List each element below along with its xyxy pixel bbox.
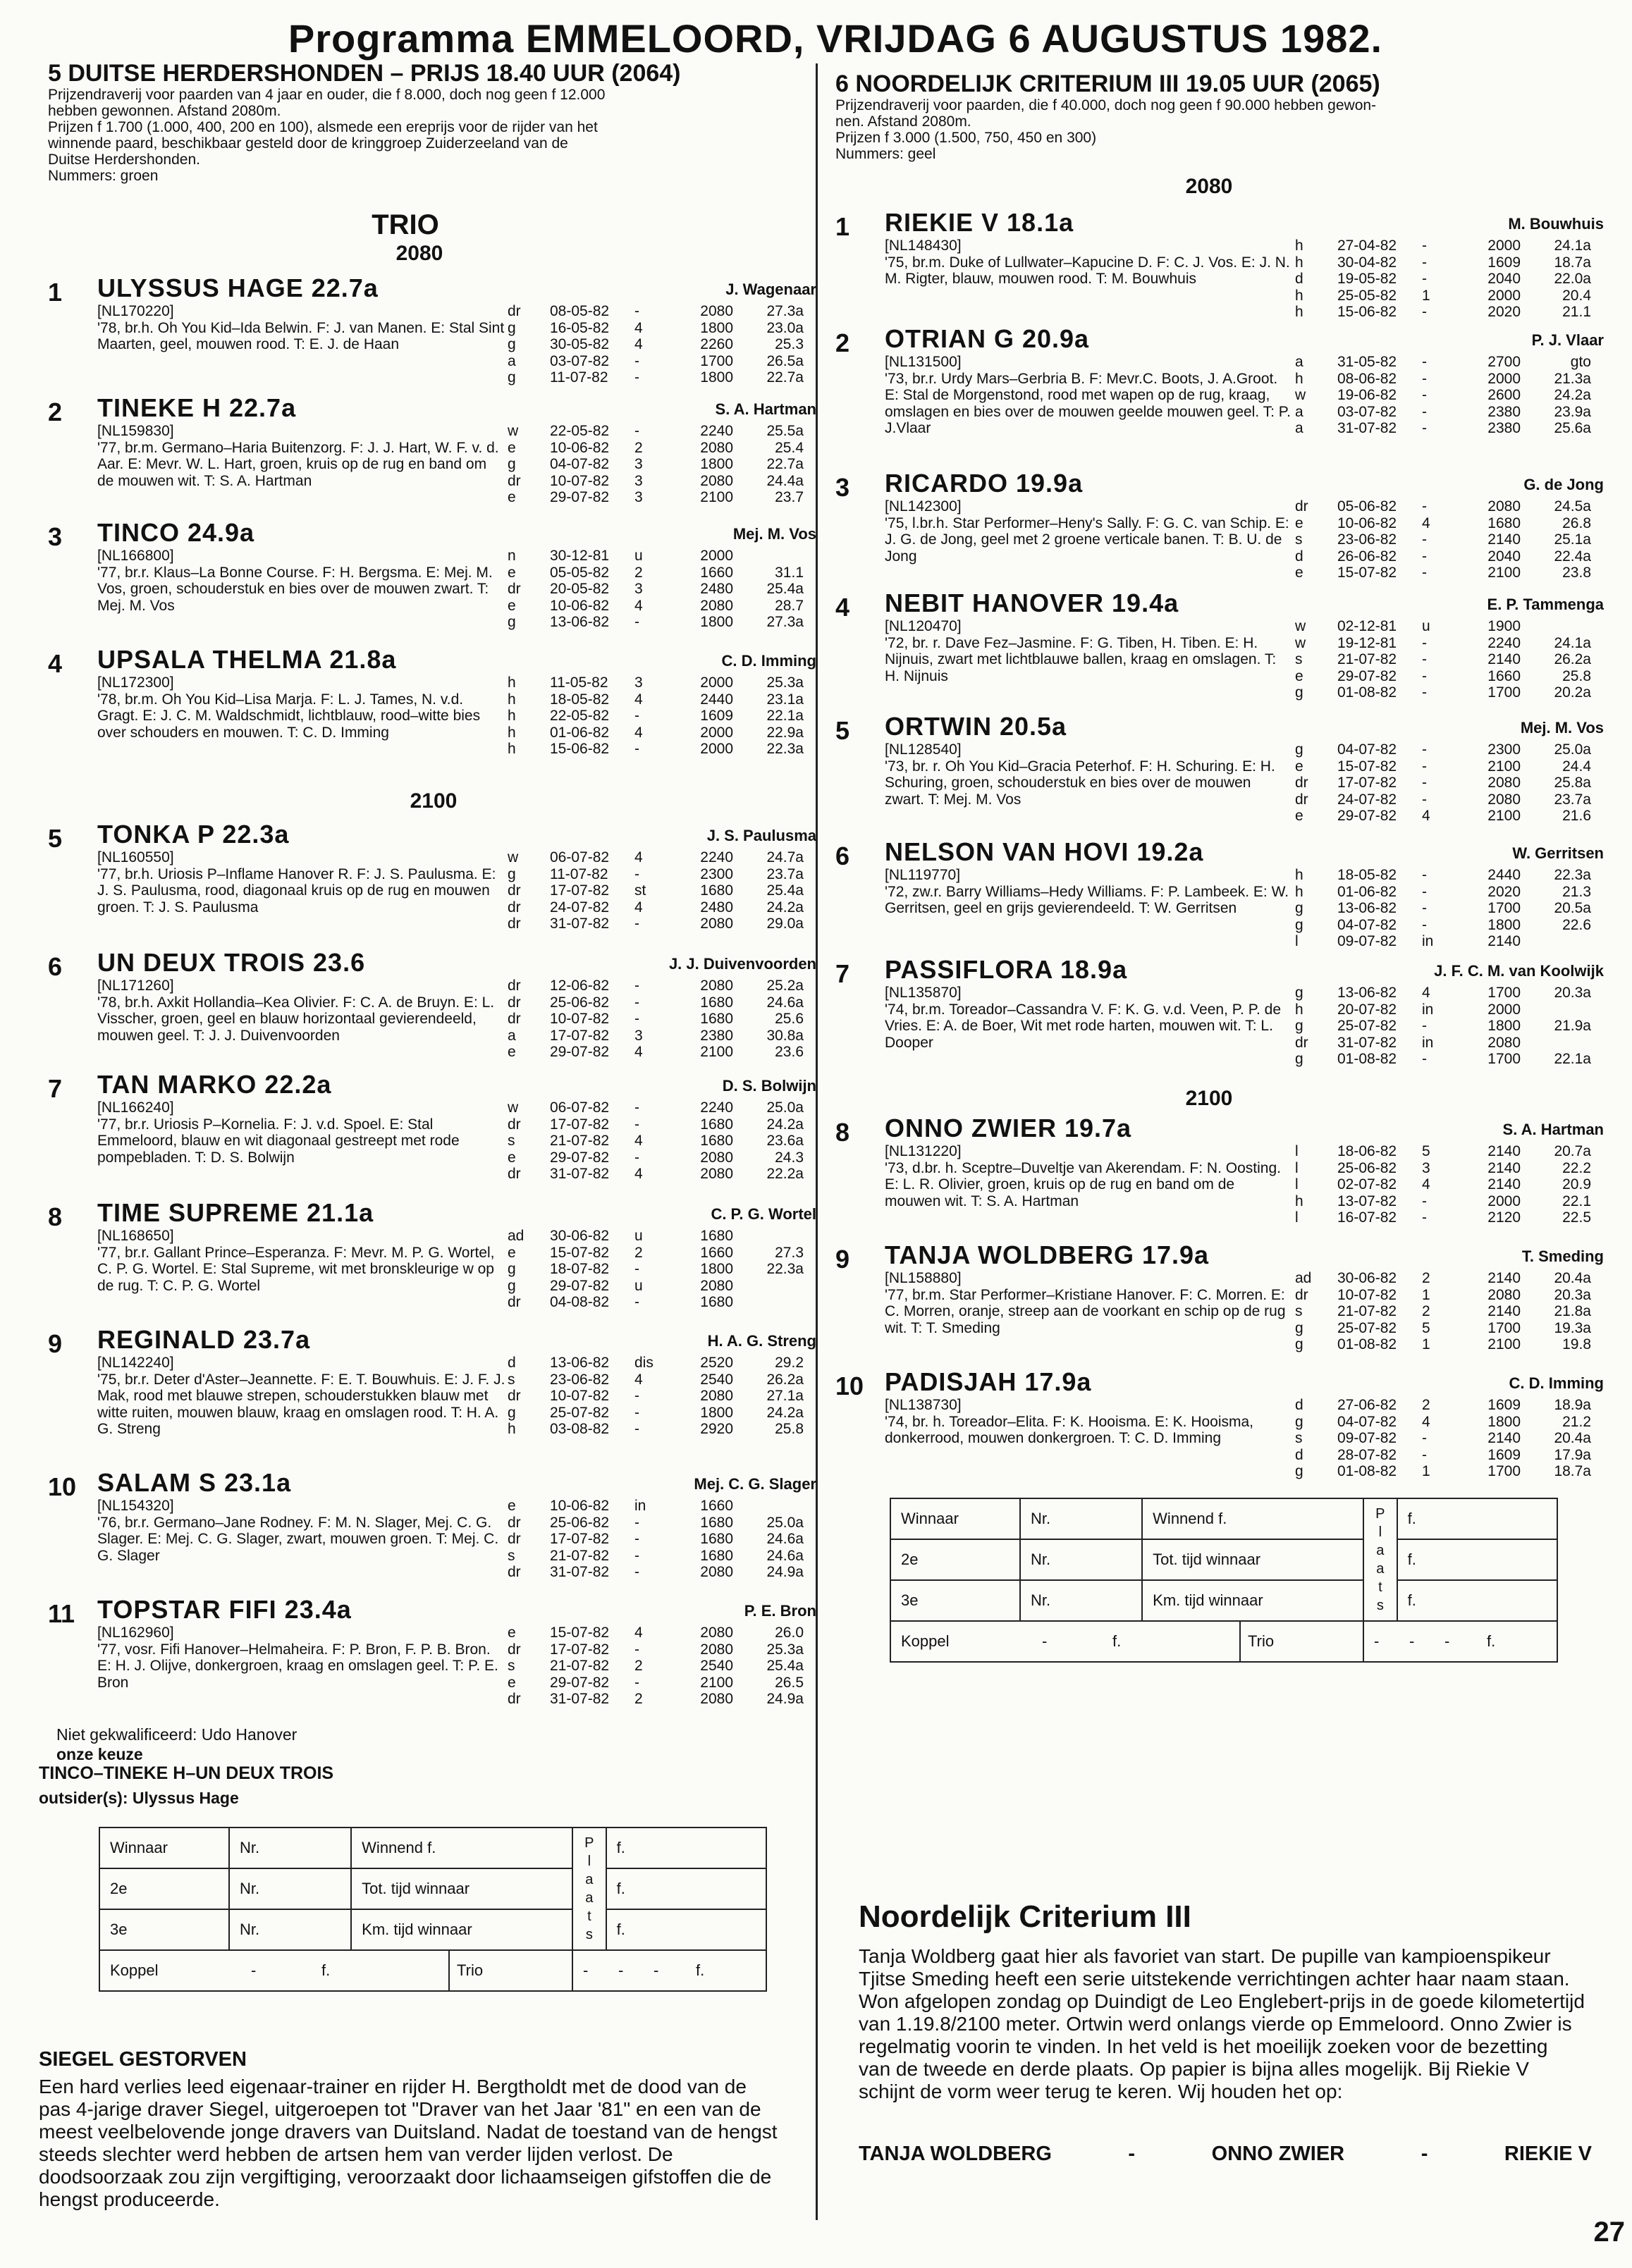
second-label: 2e xyxy=(890,1539,1020,1580)
winning-label: Winnend f. xyxy=(1142,1498,1363,1539)
horse-form xyxy=(508,1625,814,1708)
form-row: dr 24-07-82 - 2080 23.7a xyxy=(1295,791,1591,808)
form-row: e 29-07-82 4 2100 23.6 xyxy=(508,1044,804,1060)
horse-number: 6 xyxy=(835,842,850,870)
horse-trainer: D. S. Bolwijn xyxy=(722,1077,816,1095)
horse-form xyxy=(508,1498,814,1581)
horse-trainer: J. S. Paulusma xyxy=(706,827,816,844)
horse-form xyxy=(508,1355,814,1438)
horse-description: [NL170220] '78, br.h. Oh You Kid–Ida Belwin. F: J. van Manen. E: Stal Sint Maarten, geel, mouwen rood. T: E. J. de Haan xyxy=(97,303,505,352)
horse-number: 10 xyxy=(48,1472,77,1501)
horse-trainer: J. J. Duivenvoorden xyxy=(668,955,816,973)
form-row: e 05-05-82 2 1660 31.1 xyxy=(508,564,804,581)
horse-name: OTRIAN G 20.9a xyxy=(885,324,1090,353)
horse-description: [NL131220] '73, d.br. h. Sceptre–Duveltje van Akerendam. F: N. Oosting. E: L. R. Olivier, groen, kruis op de rug en band om de mouwen wit. T: S. A. Hartman xyxy=(885,1143,1281,1209)
form-row: a 03-07-82 - 1700 26.5a xyxy=(508,352,804,369)
result-table-right xyxy=(890,1498,1558,1663)
form-row: dr 24-07-82 4 2480 24.2a xyxy=(508,899,804,916)
form-row: dr 10-07-82 3 2080 24.4a xyxy=(508,472,804,489)
horse-number: 7 xyxy=(835,959,850,988)
trio-cell: - - - f. xyxy=(572,1950,766,1991)
horse-trainer: J. Wagenaar xyxy=(725,281,816,298)
form-row: s 21-07-82 2 2140 21.8a xyxy=(1295,1303,1591,1319)
horse-form xyxy=(508,423,814,506)
form-row: g 25-07-82 - 1800 21.9a xyxy=(1295,1018,1591,1034)
winning-label: Winnend f. xyxy=(351,1828,572,1868)
nr-label: Nr. xyxy=(229,1868,351,1909)
form-row: g 13-06-82 4 1700 20.3a xyxy=(1295,985,1591,1001)
horse-form xyxy=(1295,867,1602,950)
form-row: a 03-07-82 - 2380 23.9a xyxy=(1295,403,1591,420)
form-row: g 25-07-82 5 1700 19.3a xyxy=(1295,1319,1591,1336)
horse-name: TIME SUPREME 21.1a xyxy=(97,1198,374,1227)
form-row: d 26-06-82 - 2040 22.4a xyxy=(1295,548,1591,565)
horse-form xyxy=(1295,238,1602,321)
form-row: w 22-05-82 - 2240 25.5a xyxy=(508,423,804,439)
horse-description: [NL168650] '77, br.r. Gallant Prince–Esperanza. F: Mevr. M. P. G. Wortel, C. P. G. Wortel. E: Stal Supreme, wit met bronskleurige w op de rug. T: C. P. G. Wortel xyxy=(97,1228,495,1294)
form-row: g 29-07-82 u 2080 xyxy=(508,1277,733,1294)
form-row: dr 31-07-82 2 2080 24.9a xyxy=(508,1691,804,1707)
form-row: d 28-07-82 - 1609 17.9a xyxy=(1295,1446,1591,1463)
horse-description: [NL131500] '73, br.r. Urdy Mars–Gerbria B. F: Mevr.C. Boots, J. A.Groot. E: Stal de Morgenstond, rood met wapen op de rug, kraag, omslagen en bies over de mouwen geelde mouwen geel. T: P. J.Vlaar xyxy=(885,354,1291,436)
horse-trainer: W. Gerritsen xyxy=(1512,844,1604,862)
horse-number: 9 xyxy=(48,1329,63,1358)
form-row: w 19-06-82 - 2600 24.2a xyxy=(1295,387,1591,403)
form-row: l 25-06-82 3 2140 22.2 xyxy=(1295,1159,1591,1176)
form-row: dr 31-07-82 in 2080 xyxy=(1295,1034,1521,1051)
form-row: h 18-05-82 4 2440 23.1a xyxy=(508,691,804,708)
nr-label: Nr. xyxy=(229,1828,351,1868)
form-row: e 29-07-82 - 2100 26.5 xyxy=(508,1674,804,1691)
form-row: h 15-06-82 - 2000 22.3a xyxy=(508,741,804,757)
horse-form xyxy=(508,548,814,631)
third-label: 3e xyxy=(99,1909,229,1950)
form-row: w 06-07-82 4 2240 24.7a xyxy=(508,849,804,865)
horse-description: [NL142240] '75, br.r. Deter d'Aster–Jeannette. F: E. T. Bouwhuis. E: J. F. J. Mak, rood met blauwe strepen, schouderstukken blauw met witte ruiten, mouwen blauw, kraag en omslagen rood. T: H. A. G. Streng xyxy=(97,1355,505,1437)
race-6-conditions: Prijzendraverij voor paarden, die f 40.000, doch nog geen f 90.000 hebben gewon- nen. Afstand 2080m. Prijzen f 3.000 (1.500, 750, 450 en 300) Nummers: geel xyxy=(835,97,1377,162)
form-row: e 15-07-82 - 2100 23.8 xyxy=(1295,565,1591,581)
horse-trainer: G. de Jong xyxy=(1523,476,1604,493)
form-row: e 15-07-82 4 2080 26.0 xyxy=(508,1625,804,1641)
form-row: e 29-07-82 3 2100 23.7 xyxy=(508,489,804,505)
form-row: d 19-05-82 - 2040 22.0a xyxy=(1295,271,1591,287)
form-row: g 30-05-82 4 2260 25.3 xyxy=(508,336,804,352)
horse-number: 4 xyxy=(48,649,63,678)
horse-trainer: M. Bouwhuis xyxy=(1508,215,1604,233)
koppel-cell: Koppel - f. Trio xyxy=(99,1950,572,1991)
our-choice: TINCO–TINEKE H–UN DEUX TROIS xyxy=(39,1763,334,1783)
total-time-label: Tot. tijd winnaar xyxy=(351,1868,572,1909)
horse-trainer: S. A. Hartman xyxy=(1502,1121,1604,1138)
form-row: g 01-08-82 - 1700 20.2a xyxy=(1295,684,1591,701)
form-row: l 02-07-82 4 2140 20.9 xyxy=(1295,1176,1591,1192)
form-row: dr 17-07-82 - 1680 24.6a xyxy=(508,1531,804,1547)
f-cell: f. xyxy=(606,1828,766,1868)
form-row: e 29-07-82 4 2100 21.6 xyxy=(1295,808,1591,824)
form-row: h 20-07-82 in 2000 xyxy=(1295,1001,1521,1018)
places-label: P l a a t s xyxy=(572,1828,606,1950)
form-row: d 27-06-82 2 1609 18.9a xyxy=(1295,1397,1591,1413)
form-row: ad 30-06-82 u 1680 xyxy=(508,1228,733,1244)
left-column xyxy=(48,60,816,184)
horse-trainer: P. J. Vlaar xyxy=(1531,331,1604,349)
horse-description: [NL138730] '74, br. h. Toreador–Elita. F: K. Hooisma. E: K. Hooisma, donkerrood, mouwen donkergroen. T: C. D. Imming xyxy=(885,1397,1254,1446)
nr-label: Nr. xyxy=(1020,1539,1142,1580)
form-row: dr 12-06-82 - 2080 25.2a xyxy=(508,978,804,994)
horse-number: 8 xyxy=(48,1202,63,1231)
form-row: e 10-06-82 4 2080 28.7 xyxy=(508,597,804,614)
horse-name: TINEKE H 22.7a xyxy=(97,393,297,422)
form-row: e 29-07-82 - 1660 25.8 xyxy=(1295,667,1591,684)
form-row: g 04-07-82 - 1800 22.6 xyxy=(1295,916,1591,933)
form-row: w 19-12-81 - 2240 24.1a xyxy=(1295,634,1591,651)
form-row: w 06-07-82 - 2240 25.0a xyxy=(508,1099,804,1116)
horse-trainer: J. F. C. M. van Koolwijk xyxy=(1434,962,1604,980)
trio-cell: - - - f. xyxy=(1363,1621,1557,1662)
outsiders: outsider(s): Ulyssus Hage xyxy=(39,1789,239,1807)
horse-name: PASSIFLORA 18.9a xyxy=(885,955,1128,984)
horse-name: RICARDO 19.9a xyxy=(885,469,1084,498)
our-choice-label: onze keuze xyxy=(56,1745,143,1763)
horse-number: 3 xyxy=(48,522,63,551)
f-cell: f. xyxy=(1397,1539,1557,1580)
trio-label: TRIO xyxy=(372,209,439,240)
form-row: s 09-07-82 - 2140 20.4a xyxy=(1295,1430,1591,1446)
horse-name: UN DEUX TROIS 23.6 xyxy=(97,948,366,977)
criterium-heading: Noordelijk Criterium III xyxy=(859,1899,1191,1934)
horse-number: 1 xyxy=(835,212,850,241)
horse-trainer: C. P. G. Wortel xyxy=(711,1205,816,1223)
distance-2100-left: 2100 xyxy=(410,789,458,813)
form-row: dr 31-07-82 - 2080 29.0a xyxy=(508,916,804,932)
horse-form xyxy=(1295,1397,1602,1480)
horse-description: [NL162960] '77, vosr. Fifi Hanover–Helmaheira. F: P. Bron, F. P. B. Bron. E: H. J. Olijve, donkergroen, kraag en omslagen geel. T: P. E. Bron xyxy=(97,1625,498,1691)
form-row: h 22-05-82 - 1609 22.1a xyxy=(508,708,804,724)
km-time-label: Km. tijd winnaar xyxy=(1142,1580,1363,1621)
form-row: s 21-07-82 4 1680 23.6a xyxy=(508,1133,804,1149)
form-row: g 04-07-82 4 1800 21.2 xyxy=(1295,1413,1591,1430)
horse-trainer: E. P. Tammenga xyxy=(1487,596,1604,613)
form-row: g 13-06-82 - 1700 20.5a xyxy=(1295,900,1591,916)
form-row: h 01-06-82 4 2000 22.9a xyxy=(508,724,804,741)
form-row: s 23-06-82 - 2140 25.1a xyxy=(1295,531,1591,548)
race-6-heading: 6 NOORDELIJK CRITERIUM III 19.05 UUR (2065) xyxy=(835,70,1380,97)
not-qualified: Niet gekwalificeerd: Udo Hanover xyxy=(56,1725,297,1744)
horse-description: [NL171260] '78, br.h. Axkit Hollandia–Kea Olivier. F: C. A. de Bruyn. E: L. Visscher, groen, geel en blauw horizontaal gevierendeeld, mouwen geel. T: J. J. Duivenvoorden xyxy=(97,978,495,1044)
horse-trainer: Mej. M. Vos xyxy=(1520,719,1604,737)
horse-number: 2 xyxy=(48,397,63,426)
f-cell: f. xyxy=(1397,1580,1557,1621)
horse-form xyxy=(508,1099,814,1183)
horse-name: UPSALA THELMA 21.8a xyxy=(97,645,397,674)
horse-form xyxy=(1295,985,1602,1068)
form-row: e 10-06-82 2 2080 25.4 xyxy=(508,439,804,456)
total-time-label: Tot. tijd winnaar xyxy=(1142,1539,1363,1580)
horse-trainer: H. A. G. Streng xyxy=(707,1332,816,1350)
horse-form xyxy=(1295,1143,1602,1226)
horse-description: [NL172300] '78, br.m. Oh You Kid–Lisa Marja. F: L. J. Tames, N. v.d. Gragt. E: J. C. M. Waldschmidt, lichtblauw, rood–witte bies over schouders en mouwen. T: C. D. Imming xyxy=(97,674,481,741)
form-row: g 16-05-82 4 1800 23.0a xyxy=(508,319,804,336)
siegel-text: Een hard verlies leed eigenaar-trainer en rijder H. Bergtholdt met de dood van de pas 4-jarige draver Siegel, uitgeroepen tot "Draver van het Jaar '81" en een van de meest veelbelovende jonge dravers van Duitsland. Nadat de toestand van de hengst steeds slechter werd hebben de artsen hem van verder lijden verlost. De doodsoorzaak zou zijn vergiftiging, veroorzaakt door lichaamseigen gifstoffen die de hengst produceerde. xyxy=(39,2076,778,2210)
horse-form xyxy=(1295,741,1602,825)
horse-form xyxy=(1295,498,1602,581)
form-row: l 18-06-82 5 2140 20.7a xyxy=(1295,1143,1591,1159)
horse-number: 8 xyxy=(835,1118,850,1147)
form-row: h 11-05-82 3 2000 25.3a xyxy=(508,674,804,691)
horse-number: 2 xyxy=(835,328,850,357)
form-row: h 08-06-82 - 2000 21.3a xyxy=(1295,370,1591,387)
form-row: w 02-12-81 u 1900 xyxy=(1295,618,1521,634)
form-row: h 01-06-82 - 2020 21.3 xyxy=(1295,883,1591,900)
column-divider xyxy=(816,63,818,2220)
horse-trainer: C. D. Imming xyxy=(721,652,816,670)
form-row: g 04-07-82 - 2300 25.0a xyxy=(1295,741,1591,758)
page-title: Programma EMMELOORD, VRIJDAG 6 AUGUSTUS 1982. xyxy=(288,16,1383,61)
form-row: s 21-07-82 - 1680 24.6a xyxy=(508,1547,804,1564)
horse-number: 10 xyxy=(835,1372,864,1400)
form-row: g 11-07-82 - 1800 22.7a xyxy=(508,369,804,386)
form-row: e 29-07-82 - 2080 24.3 xyxy=(508,1149,804,1166)
nr-label: Nr. xyxy=(1020,1498,1142,1539)
horse-name: PADISJAH 17.9a xyxy=(885,1367,1092,1396)
horse-description: [NL166800] '77, br.r. Klaus–La Bonne Course. F: H. Bergsma. E: Mej. M. Vos, groen, schouderstuk en bies over de mouwen zwart. T: Mej. M. Vos xyxy=(97,548,493,614)
form-row: dr 31-07-82 - 2080 24.9a xyxy=(508,1564,804,1580)
horse-name: TANJA WOLDBERG 17.9a xyxy=(885,1240,1210,1269)
nr-label: Nr. xyxy=(1020,1580,1142,1621)
winner-label: Winnaar xyxy=(99,1828,229,1868)
horse-form xyxy=(508,849,814,932)
horse-name: ULYSSUS HAGE 22.7a xyxy=(97,273,379,302)
horse-form xyxy=(508,1228,814,1311)
form-row: n 30-12-81 u 2000 xyxy=(508,548,733,564)
horse-description: [NL158880] '77, br.m. Star Performer–Kristiane Hanover. F: C. Morren. E: C. Morren, oranje, streep aan de voorkant en schip op de rug wit. T: T. Smeding xyxy=(885,1270,1286,1336)
page-number: 27 xyxy=(1593,2217,1625,2248)
form-row: dr 17-07-82 st 1680 25.4a xyxy=(508,882,804,899)
nr-label: Nr. xyxy=(229,1909,351,1950)
horse-name: REGINALD 23.7a xyxy=(97,1325,311,1354)
horse-number: 11 xyxy=(48,1599,75,1628)
horse-description: [NL159830] '77, br.m. Germano–Haria Buitenzorg. F: J. J. Hart, W. F. v. d. Aar. E: Mevr. W. L. Hart, groen, kruis op de rug en band om de mouwen wit. T: S. A. Hartman xyxy=(97,423,499,489)
f-cell: f. xyxy=(606,1909,766,1950)
second-label: 2e xyxy=(99,1868,229,1909)
horse-name: TONKA P 22.3a xyxy=(97,820,290,849)
form-row: a 17-07-82 3 2380 30.8a xyxy=(508,1027,804,1044)
third-label: 3e xyxy=(890,1580,1020,1621)
form-row: l 16-07-82 - 2120 22.5 xyxy=(1295,1209,1591,1226)
form-row: h 18-05-82 - 2440 22.3a xyxy=(1295,867,1591,883)
horse-form xyxy=(1295,618,1602,701)
horse-name: NEBIT HANOVER 19.4a xyxy=(885,588,1179,617)
form-row: g 01-08-82 1 1700 18.7a xyxy=(1295,1463,1591,1479)
form-row: h 13-07-82 - 2000 22.1 xyxy=(1295,1192,1591,1209)
form-row: dr 10-07-82 1 2080 20.3a xyxy=(1295,1286,1591,1303)
race-5-heading: 5 DUITSE HERDERSHONDEN – PRIJS 18.40 UUR (2064) xyxy=(48,60,681,87)
form-row: h 25-05-82 1 2000 20.4 xyxy=(1295,287,1591,304)
distance-2080-left: 2080 xyxy=(395,242,443,265)
form-row: a 31-05-82 - 2700 gto xyxy=(1295,354,1591,370)
horse-form xyxy=(1295,354,1602,437)
horse-number: 5 xyxy=(48,824,63,853)
form-row: s 21-07-82 - 2140 26.2a xyxy=(1295,651,1591,667)
form-row: dr 25-06-82 - 1680 24.6a xyxy=(508,994,804,1011)
form-row: e 10-06-82 4 1680 26.8 xyxy=(1295,514,1591,531)
form-row: l 09-07-82 in 2140 xyxy=(1295,933,1521,949)
form-row: dr 31-07-82 4 2080 22.2a xyxy=(508,1166,804,1182)
km-time-label: Km. tijd winnaar xyxy=(351,1909,572,1950)
form-row: h 15-06-82 - 2020 21.1 xyxy=(1295,304,1591,320)
form-row: a 31-07-82 - 2380 25.6a xyxy=(1295,420,1591,436)
right-column xyxy=(835,70,1604,162)
horse-name: ORTWIN 20.5a xyxy=(885,712,1067,741)
form-row: e 15-07-82 2 1660 27.3 xyxy=(508,1244,804,1261)
horse-number: 5 xyxy=(835,716,850,745)
distance-2100-right: 2100 xyxy=(1185,1087,1233,1110)
horse-form xyxy=(508,978,814,1061)
form-row: dr 08-05-82 - 2080 27.3a xyxy=(508,303,804,319)
horse-number: 4 xyxy=(835,593,850,622)
horse-form xyxy=(508,303,814,386)
horse-description: [NL119770] '72, zw.r. Barry Williams–Hedy Williams. F: P. Lambeek. E: W. Gerritsen, geel en grijs gevierendeeld. T: W. Gerritsen xyxy=(885,867,1289,916)
form-row: g 11-07-82 - 2300 23.7a xyxy=(508,865,804,882)
horse-name: TOPSTAR FIFI 23.4a xyxy=(97,1595,352,1624)
horse-description: [NL166240] '77, br.r. Uriosis P–Kornelia. F: J. v.d. Spoel. E: Stal Emmeloord, blauw en wit diagonaal gestreept met rode pompebladen. T: D. S. Bolwijn xyxy=(97,1099,460,1166)
winner-label: Winnaar xyxy=(890,1498,1020,1539)
horse-name: TAN MARKO 22.2a xyxy=(97,1070,332,1099)
horse-description: [NL120470] '72, br. r. Dave Fez–Jasmine. F: G. Tiben, H. Tiben. E: H. Nijnuis, zwart met lichtblauwe ballen, kraag en omslagen. T: H. Nijnuis xyxy=(885,618,1277,684)
form-row: s 21-07-82 2 2540 25.4a xyxy=(508,1658,804,1674)
form-row: dr 20-05-82 3 2480 25.4a xyxy=(508,581,804,597)
horse-trainer: S. A. Hartman xyxy=(715,400,816,418)
form-row: ad 30-06-82 2 2140 20.4a xyxy=(1295,1270,1591,1286)
horse-number: 9 xyxy=(835,1245,850,1274)
form-row: h 30-04-82 - 1609 18.7a xyxy=(1295,254,1591,271)
horse-description: [NL148430] '75, br.m. Duke of Lullwater–Kapucine D. F: C. J. Vos. E: J. N. M. Rigter, blauw, mouwen rood. T: M. Bouwhuis xyxy=(885,238,1290,287)
horse-number: 1 xyxy=(48,278,63,307)
horse-number: 7 xyxy=(48,1074,63,1103)
form-row: g 13-06-82 - 1800 27.3a xyxy=(508,614,804,630)
horse-description: [NL154320] '76, br.r. Germano–Jane Rodney. F: M. N. Slager, Mej. C. G. Slager. E: Mej. C. G. Slager, zwart, mouwen groen. T: Mej. C. G. Slager xyxy=(97,1498,499,1564)
form-row: g 18-07-82 - 1800 22.3a xyxy=(508,1261,804,1277)
koppel-cell: Koppel - f. Trio xyxy=(890,1621,1363,1662)
horse-number: 6 xyxy=(48,952,63,981)
horse-description: [NL160550] '77, br.h. Uriosis P–Inflame Hanover R. F: J. S. Paulusma. E: J. S. Paulusma, rood, diagonaal kruis op de rug en mouwen groen. T: J. S. Paulusma xyxy=(97,849,496,916)
form-row: s 23-06-82 4 2540 26.2a xyxy=(508,1371,804,1388)
horse-name: RIEKIE V 18.1a xyxy=(885,208,1074,237)
form-row: dr 10-07-82 - 1680 25.6 xyxy=(508,1011,804,1027)
form-row: g 01-08-82 1 2100 19.8 xyxy=(1295,1336,1591,1352)
horse-name: ONNO ZWIER 19.7a xyxy=(885,1114,1132,1142)
horse-description: [NL135870] '74, br.m. Toreador–Cassandra V. F: K. G. v.d. Veen, P. P. de Vries. E: A. de Boer, Wit met rode harten, mouwen wit. T: L. Dooper xyxy=(885,985,1282,1051)
horse-number: 3 xyxy=(835,473,850,502)
horse-trainer: C. D. Imming xyxy=(1509,1374,1604,1392)
horse-trainer: P. E. Bron xyxy=(744,1602,816,1620)
horse-trainer: Mej. M. Vos xyxy=(732,525,816,543)
horse-form xyxy=(508,674,814,758)
form-row: dr 10-07-82 - 2080 27.1a xyxy=(508,1388,804,1404)
siegel-heading: SIEGEL GESTORVEN xyxy=(39,2048,247,2071)
form-row: dr 25-06-82 - 1680 25.0a xyxy=(508,1514,804,1531)
form-row: dr 04-08-82 - 1680 xyxy=(508,1294,733,1310)
form-row: dr 17-07-82 - 2080 25.3a xyxy=(508,1641,804,1658)
criterium-picks: TANJA WOLDBERG - ONNO ZWIER - RIEKIE V xyxy=(859,2143,1592,2165)
form-row: g 25-07-82 - 1800 24.2a xyxy=(508,1404,804,1421)
f-cell: f. xyxy=(606,1868,766,1909)
race-5-conditions: Prijzendraverij voor paarden van 4 jaar en ouder, die f 8.000, doch nog geen f 12.000 hebben gewonnen. Afstand 2080m. Prijzen f 1.700 (1.000, 400, 200 en 100), alsmede een ereprijs voor de rijder van het winnende paard, beschikbaar gesteld door de kringgroep Zuiderzeeland van de Duitse Herdershonden. Nummers: groen xyxy=(48,87,606,184)
horse-description: [NL142300] '75, l.br.h. Star Performer–Heny's Sally. F: G. C. van Schip. E: J. G. de Jong, geel met 2 groene verticale banen. T: B. U. de Jong xyxy=(885,498,1289,565)
f-cell: f. xyxy=(1397,1498,1557,1539)
distance-2080-right: 2080 xyxy=(1185,175,1233,198)
horse-trainer: T. Smeding xyxy=(1521,1247,1604,1265)
form-row: h 27-04-82 - 2000 24.1a xyxy=(1295,238,1591,254)
places-label: P l a a t s xyxy=(1363,1498,1397,1621)
horse-form xyxy=(1295,1270,1602,1353)
form-row: dr 17-07-82 - 1680 24.2a xyxy=(508,1116,804,1133)
criterium-text: Tanja Woldberg gaat hier als favoriet van start. De pupille van kampioenspikeur Tjitse Smeding heeft een serie uitstekende verrichtingen achter haar naam staan. Won afgelopen zondag op Duindigt de Leo Englebert-prijs in de goede kilometertijd van 1.19.8/2100 meter. Ortwin werd onlangs vierde op Emmeloord. Onno Zwier is regelmatig voorin te vinden. In het veld is het moeilijk zoeken voor de bezetting van de tweede en derde plaats. Op papier is bijna alles mogelijk. Bij Riekie V schijnt de vorm weer terug te keren. Wij houden het op: xyxy=(859,1945,1585,2102)
form-row: g 04-07-82 3 1800 22.7a xyxy=(508,456,804,472)
result-table-left xyxy=(99,1827,767,1992)
form-row: e 15-07-82 - 2100 24.4 xyxy=(1295,758,1591,775)
horse-name: NELSON VAN HOVI 19.2a xyxy=(885,837,1204,866)
horse-description: [NL128540] '73, br. r. Oh You Kid–Gracia Peterhof. F: H. Schuring. E: H. Schuring, groen, schouderstuk en bies over de mouwen zwart. T: Mej. M. Vos xyxy=(885,741,1275,808)
form-row: g 01-08-82 - 1700 22.1a xyxy=(1295,1051,1591,1067)
form-row: e 10-06-82 in 1660 xyxy=(508,1498,733,1514)
form-row: h 03-08-82 - 2920 25.8 xyxy=(508,1421,804,1437)
horse-name: SALAM S 23.1a xyxy=(97,1468,292,1497)
form-row: dr 17-07-82 - 2080 25.8a xyxy=(1295,775,1591,791)
form-row: d 13-06-82 dis 2520 29.2 xyxy=(508,1355,804,1371)
horse-name: TINCO 24.9a xyxy=(97,518,255,547)
horse-trainer: Mej. C. G. Slager xyxy=(694,1475,816,1493)
form-row: dr 05-06-82 - 2080 24.5a xyxy=(1295,498,1591,514)
